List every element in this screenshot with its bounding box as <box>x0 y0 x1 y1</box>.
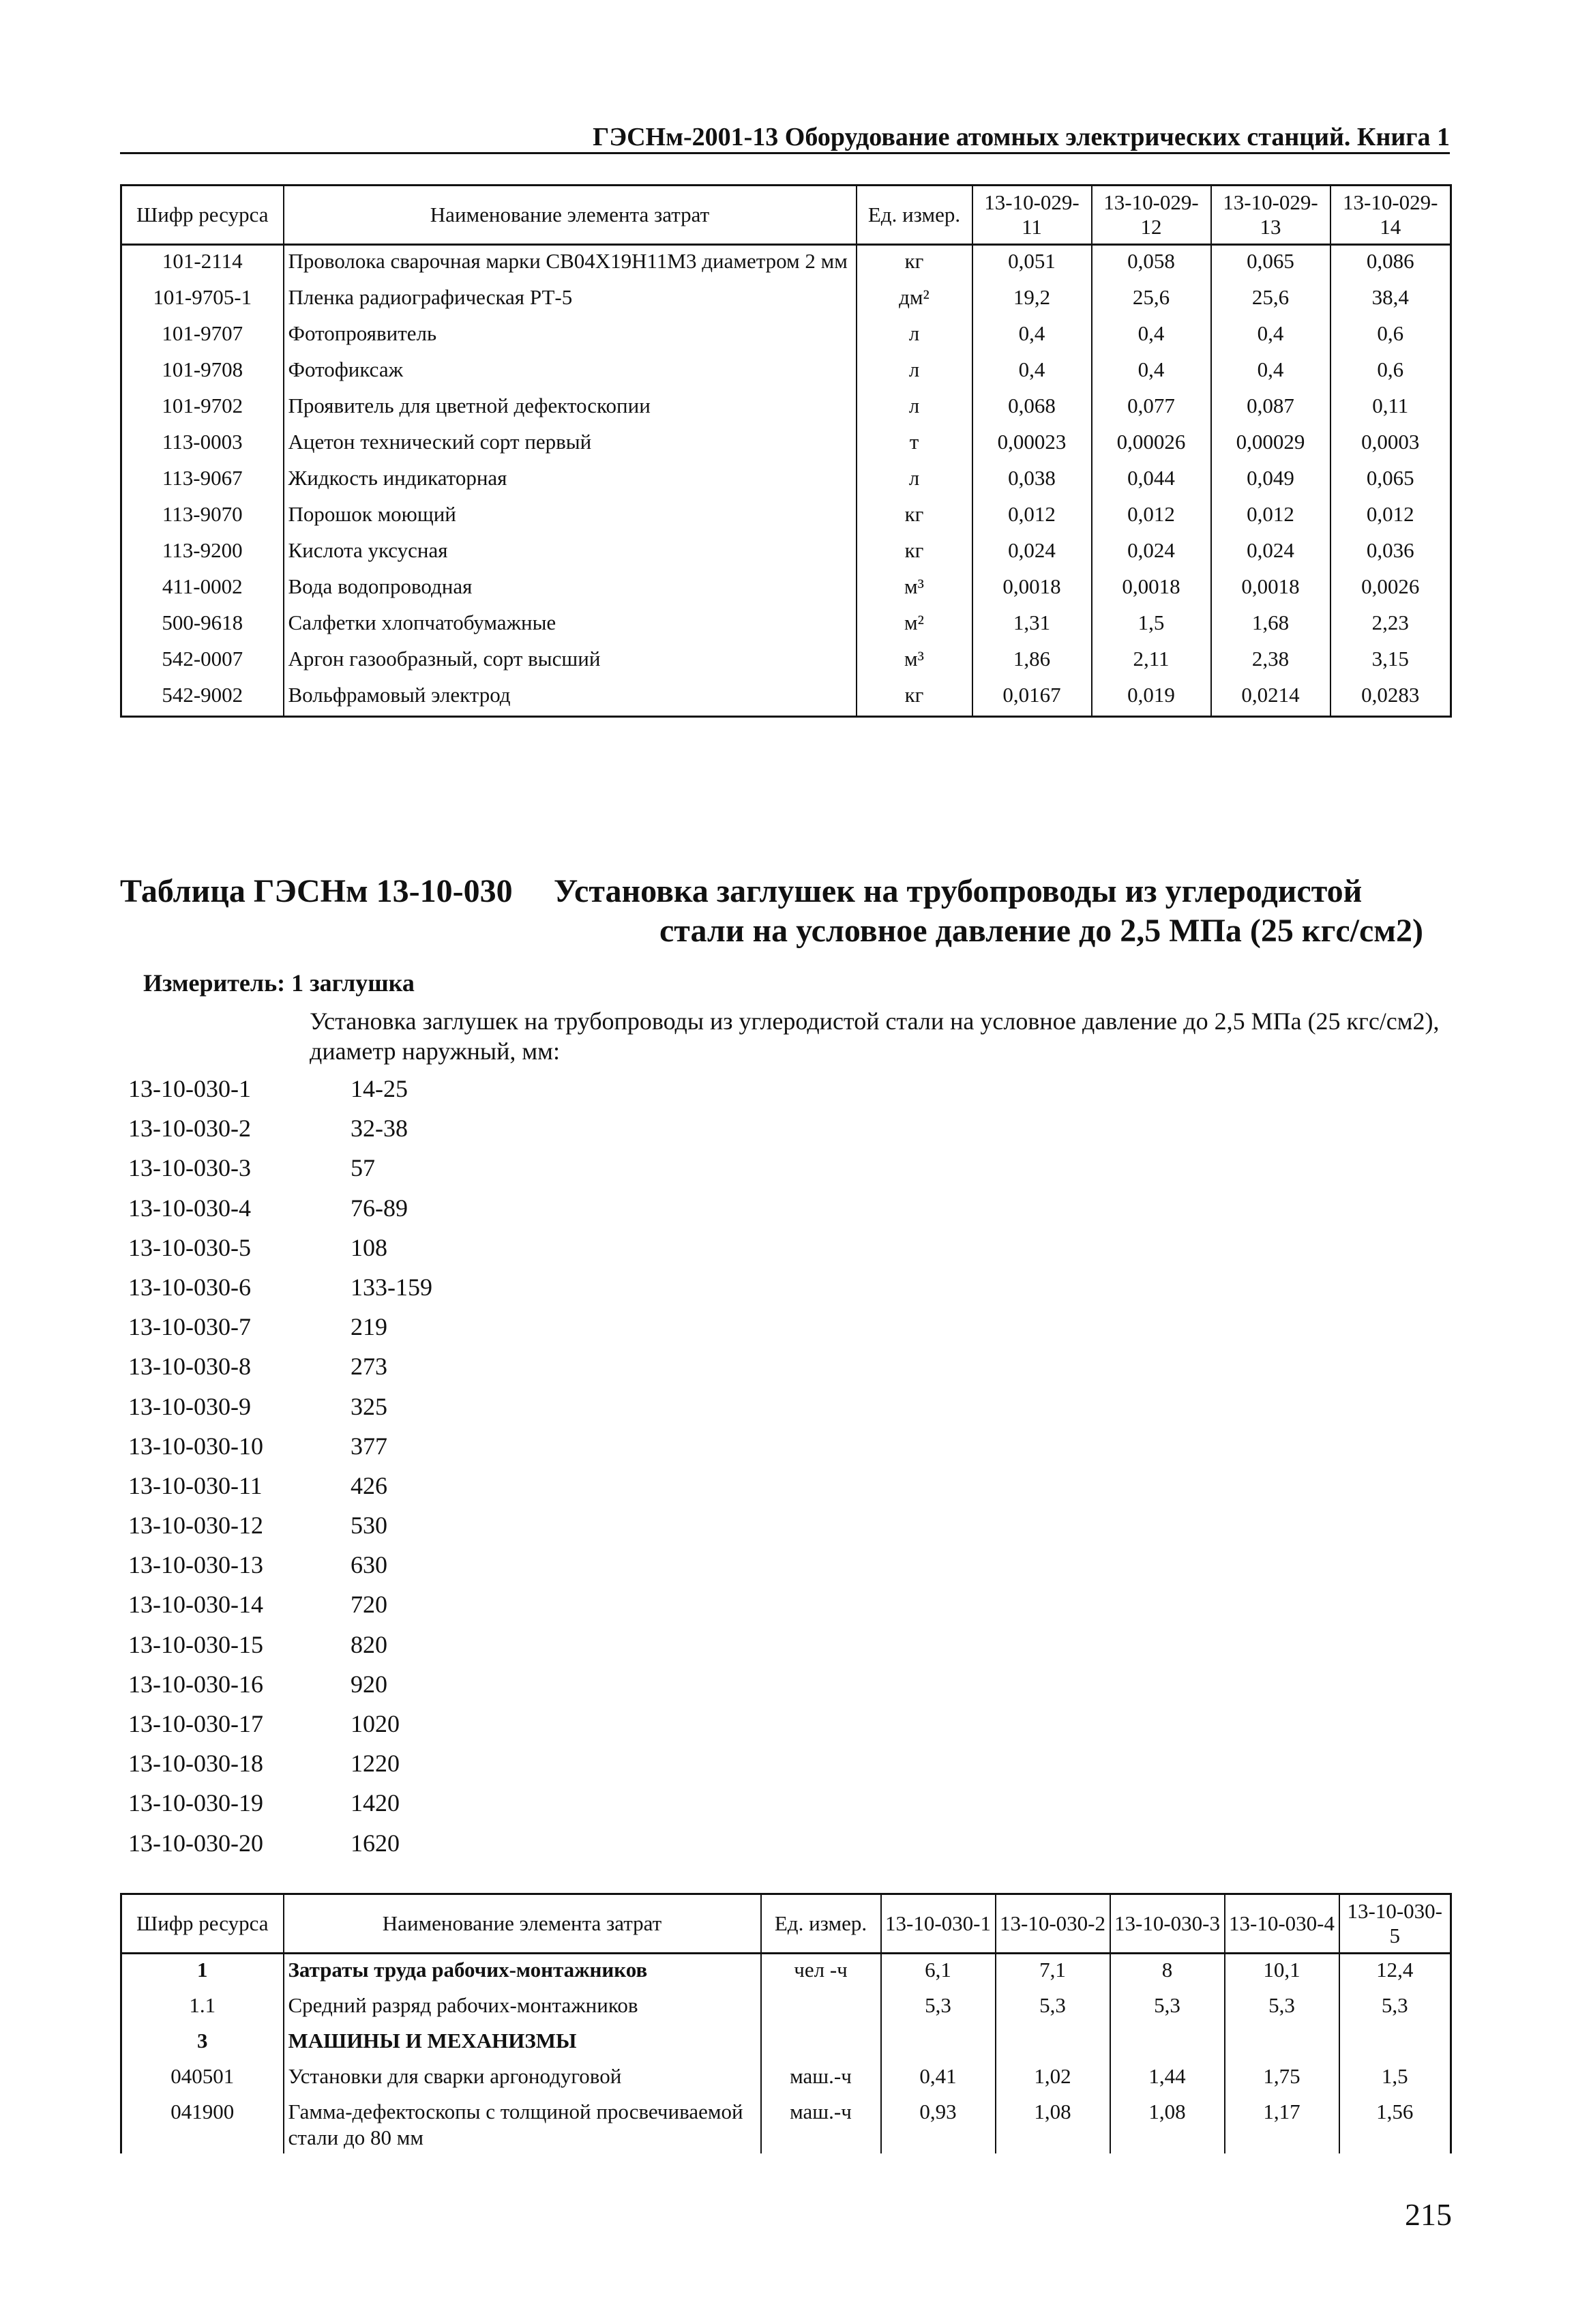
cell-norm-value: 1,44 <box>1110 2061 1225 2096</box>
norm-code: 13-10-030-17 <box>128 1710 263 1737</box>
cell-norm-value: 0,0167 <box>972 679 1092 717</box>
header-norm-col: 13-10-029-12 <box>1092 186 1211 245</box>
norm-code: 13-10-030-16 <box>128 1670 263 1698</box>
norm-code: 13-10-030-2 <box>128 1115 251 1143</box>
outer-diameter: 1620 <box>351 1829 400 1857</box>
outer-diameter: 57 <box>351 1154 375 1182</box>
cell-norm-value: 0,0283 <box>1330 679 1451 717</box>
outer-diameter: 108 <box>351 1233 387 1261</box>
cell-norm-value: 5,3 <box>1339 1990 1451 2025</box>
table-row <box>121 1954 1451 1990</box>
outer-diameter: 219 <box>351 1313 387 1341</box>
norm-code: 13-10-030-5 <box>128 1233 251 1261</box>
table-row <box>121 354 1451 390</box>
outer-diameter: 630 <box>351 1551 387 1579</box>
header-norm-col: 13-10-029-14 <box>1330 186 1451 245</box>
table-row <box>121 2061 1451 2096</box>
table-row <box>121 499 1451 535</box>
resource-table-029 <box>120 184 1452 718</box>
cell-norm-value: 1,68 <box>1211 607 1330 643</box>
cell-norm-value <box>1339 2025 1451 2061</box>
page-header-title: ГЭСНм-2001-13 Оборудование атомных электрических станций. Книга 1 <box>593 123 1450 151</box>
header-resource-code: Шифр ресурса <box>121 186 284 245</box>
cell-unit: т <box>857 426 972 462</box>
cell-cost-element: Пленка радиографическая РТ-5 <box>284 282 857 318</box>
cell-norm-value: 0,065 <box>1330 462 1451 499</box>
norm-code: 13-10-030-12 <box>128 1512 263 1540</box>
cell-norm-value: 5,3 <box>881 1990 996 2025</box>
outer-diameter: 720 <box>351 1591 387 1619</box>
norm-code: 13-10-030-18 <box>128 1750 263 1778</box>
cell-resource-code: 500-9618 <box>121 607 284 643</box>
header-norm-col: 13-10-030-5 <box>1339 1894 1451 1954</box>
table-row <box>121 2025 1451 2061</box>
cell-unit: м³ <box>857 643 972 679</box>
cell-norm-value: 0,012 <box>1211 499 1330 535</box>
cell-unit <box>761 1990 881 2025</box>
cell-cost-element: Средний разряд рабочих-монтажников <box>284 1990 761 2025</box>
cell-norm-value: 0,068 <box>972 390 1092 426</box>
cell-norm-value: 1,08 <box>1110 2096 1225 2153</box>
cell-norm-value: 0,0018 <box>1211 571 1330 607</box>
cell-norm-value: 0,038 <box>972 462 1092 499</box>
table-label: Таблица ГЭСНм 13-10-030 <box>120 873 513 909</box>
cell-norm-value: 2,38 <box>1211 643 1330 679</box>
cell-unit: маш.-ч <box>761 2061 881 2096</box>
cell-resource-code: 1 <box>121 1954 284 1990</box>
norm-code: 13-10-030-7 <box>128 1313 251 1341</box>
cell-norm-value: 1,75 <box>1225 2061 1339 2096</box>
cell-norm-value: 0,036 <box>1330 535 1451 571</box>
cell-norm-value: 0,41 <box>881 2061 996 2096</box>
cell-norm-value: 1,5 <box>1092 607 1211 643</box>
header-rule <box>120 152 1450 154</box>
header-norm-col: 13-10-030-1 <box>881 1894 996 1954</box>
outer-diameter: 530 <box>351 1512 387 1540</box>
cell-norm-value: 0,0026 <box>1330 571 1451 607</box>
cell-resource-code: 113-9067 <box>121 462 284 499</box>
header-norm-col: 13-10-029-11 <box>972 186 1092 245</box>
cell-resource-code: 041900 <box>121 2096 284 2153</box>
cell-resource-code: 101-9702 <box>121 390 284 426</box>
cell-resource-code: 101-9705-1 <box>121 282 284 318</box>
cell-unit: м³ <box>857 571 972 607</box>
cell-norm-value: 0,077 <box>1092 390 1211 426</box>
cell-unit: л <box>857 462 972 499</box>
cell-norm-value: 0,0018 <box>1092 571 1211 607</box>
table-header-row <box>121 186 1451 245</box>
outer-diameter: 76-89 <box>351 1194 408 1222</box>
cell-norm-value <box>1225 2025 1339 2061</box>
cell-norm-value: 7,1 <box>996 1954 1110 1990</box>
outer-diameter: 1220 <box>351 1750 400 1778</box>
cell-resource-code: 411-0002 <box>121 571 284 607</box>
cell-resource-code: 1.1 <box>121 1990 284 2025</box>
cell-unit: кг <box>857 499 972 535</box>
cell-norm-value: 0,00029 <box>1211 426 1330 462</box>
cell-cost-element: Порошок моющий <box>284 499 857 535</box>
cell-norm-value: 0,024 <box>1211 535 1330 571</box>
table-row <box>121 2096 1451 2153</box>
cell-resource-code: 101-9708 <box>121 354 284 390</box>
cell-norm-value: 0,049 <box>1211 462 1330 499</box>
cell-norm-value: 0,00023 <box>972 426 1092 462</box>
cell-norm-value: 5,3 <box>1225 1990 1339 2025</box>
cell-unit: кг <box>857 245 972 282</box>
cell-resource-code: 101-2114 <box>121 245 284 282</box>
cell-norm-value: 0,4 <box>972 318 1092 354</box>
norm-code: 13-10-030-19 <box>128 1789 263 1817</box>
cell-cost-element: Кислота уксусная <box>284 535 857 571</box>
table-row <box>121 318 1451 354</box>
cell-norm-value: 0,4 <box>1211 318 1330 354</box>
outer-diameter: 1020 <box>351 1710 400 1737</box>
cell-cost-element: Жидкость индикаторная <box>284 462 857 499</box>
table-row <box>121 607 1451 643</box>
cell-cost-element: Затраты труда рабочих-монтажников <box>284 1954 761 1990</box>
cell-cost-element: МАШИНЫ И МЕХАНИЗМЫ <box>284 2025 761 2061</box>
cell-cost-element: Аргон газообразный, сорт высший <box>284 643 857 679</box>
cell-resource-code: 113-9070 <box>121 499 284 535</box>
cell-unit: кг <box>857 679 972 717</box>
cell-norm-value: 0,019 <box>1092 679 1211 717</box>
norm-code: 13-10-030-9 <box>128 1392 251 1420</box>
cell-norm-value: 5,3 <box>1110 1990 1225 2025</box>
table-row <box>121 643 1451 679</box>
cell-norm-value: 0,024 <box>972 535 1092 571</box>
cell-unit: л <box>857 390 972 426</box>
cell-norm-value: 8 <box>1110 1954 1225 1990</box>
table-row <box>121 245 1451 282</box>
table-row <box>121 679 1451 717</box>
cell-norm-value: 5,3 <box>996 1990 1110 2025</box>
outer-diameter: 820 <box>351 1630 387 1658</box>
cell-unit: чел -ч <box>761 1954 881 1990</box>
table-title-line1: Установка заглушек на трубопроводы из углеродистой <box>554 873 1363 909</box>
cell-resource-code: 101-9707 <box>121 318 284 354</box>
outer-diameter: 325 <box>351 1392 387 1420</box>
table-row <box>121 535 1451 571</box>
cell-norm-value: 0,11 <box>1330 390 1451 426</box>
norm-code: 13-10-030-8 <box>128 1353 251 1381</box>
header-unit: Ед. измер. <box>761 1894 881 1954</box>
table-row <box>121 426 1451 462</box>
outer-diameter: 32-38 <box>351 1115 408 1143</box>
cell-norm-value: 0,6 <box>1330 318 1451 354</box>
table-title-line2: стали на условное давление до 2,5 МПа (25 кгс/см2) <box>659 913 1423 949</box>
cell-cost-element: Фотофиксаж <box>284 354 857 390</box>
cell-cost-element: Вольфрамовый электрод <box>284 679 857 717</box>
table-row <box>121 462 1451 499</box>
cell-resource-code: 3 <box>121 2025 284 2061</box>
cell-norm-value: 0,4 <box>1092 318 1211 354</box>
cell-cost-element: Вода водопроводная <box>284 571 857 607</box>
cell-norm-value: 38,4 <box>1330 282 1451 318</box>
norm-code: 13-10-030-1 <box>128 1075 251 1102</box>
cell-norm-value <box>881 2025 996 2061</box>
cell-norm-value: 0,0018 <box>972 571 1092 607</box>
cell-cost-element: Салфетки хлопчатобумажные <box>284 607 857 643</box>
table-row <box>121 1990 1451 2025</box>
cell-norm-value: 12,4 <box>1339 1954 1451 1990</box>
outer-diameter: 133-159 <box>351 1273 432 1301</box>
cell-cost-element: Фотопроявитель <box>284 318 857 354</box>
cell-norm-value: 1,56 <box>1339 2096 1451 2153</box>
cell-norm-value: 0,012 <box>1092 499 1211 535</box>
cell-norm-value: 19,2 <box>972 282 1092 318</box>
cell-norm-value: 2,11 <box>1092 643 1211 679</box>
header-resource-code: Шифр ресурса <box>121 1894 284 1954</box>
cell-cost-element: Ацетон технический сорт первый <box>284 426 857 462</box>
cell-norm-value: 25,6 <box>1092 282 1211 318</box>
header-norm-col: 13-10-030-3 <box>1110 1894 1225 1954</box>
cell-norm-value: 0,6 <box>1330 354 1451 390</box>
cell-resource-code: 542-0007 <box>121 643 284 679</box>
header-norm-col: 13-10-030-2 <box>996 1894 1110 1954</box>
outer-diameter: 14-25 <box>351 1075 408 1102</box>
page-number: 215 <box>1405 2197 1452 2232</box>
cell-norm-value: 0,0003 <box>1330 426 1451 462</box>
norm-code: 13-10-030-10 <box>128 1432 263 1460</box>
cell-norm-value: 0,4 <box>1211 354 1330 390</box>
header-norm-col: 13-10-030-4 <box>1225 1894 1339 1954</box>
norm-code: 13-10-030-11 <box>128 1471 263 1499</box>
header-cost-element: Наименование элемента затрат <box>284 1894 761 1954</box>
cell-unit: л <box>857 354 972 390</box>
cell-norm-value: 1,86 <box>972 643 1092 679</box>
cell-norm-value: 0,058 <box>1092 245 1211 282</box>
table-row <box>121 571 1451 607</box>
norm-code: 13-10-030-3 <box>128 1154 251 1182</box>
cell-norm-value <box>1110 2025 1225 2061</box>
cell-norm-value: 6,1 <box>881 1954 996 1990</box>
cell-unit: маш.-ч <box>761 2096 881 2153</box>
norm-code: 13-10-030-13 <box>128 1551 263 1579</box>
cell-resource-code: 113-9200 <box>121 535 284 571</box>
norm-code: 13-10-030-20 <box>128 1829 263 1857</box>
outer-diameter: 426 <box>351 1471 387 1499</box>
cell-unit: дм² <box>857 282 972 318</box>
measure-unit: Измеритель: 1 заглушка <box>143 969 415 997</box>
cell-norm-value: 1,02 <box>996 2061 1110 2096</box>
cell-norm-value: 10,1 <box>1225 1954 1339 1990</box>
outer-diameter: 377 <box>351 1432 387 1460</box>
outer-diameter: 273 <box>351 1353 387 1381</box>
cell-norm-value: 1,31 <box>972 607 1092 643</box>
cell-norm-value: 0,0214 <box>1211 679 1330 717</box>
outer-diameter: 920 <box>351 1670 387 1698</box>
cell-norm-value: 0,024 <box>1092 535 1211 571</box>
outer-diameter: 1420 <box>351 1789 400 1817</box>
cell-norm-value: 3,15 <box>1330 643 1451 679</box>
cell-norm-value: 0,4 <box>1092 354 1211 390</box>
cell-norm-value: 0,93 <box>881 2096 996 2153</box>
cell-cost-element: Проволока сварочная марки СВ04Х19Н11М3 диаметром 2 мм <box>284 245 857 282</box>
cell-norm-value: 0,4 <box>972 354 1092 390</box>
norm-code: 13-10-030-4 <box>128 1194 251 1222</box>
cell-unit: м² <box>857 607 972 643</box>
resource-table-030 <box>120 1893 1452 2153</box>
cell-norm-value: 1,08 <box>996 2096 1110 2153</box>
norm-code: 13-10-030-14 <box>128 1591 263 1619</box>
work-description: Установка заглушек на трубопроводы из углеродистой стали на условное давление до 2,5 МПа (25 кгс/см2), диаметр наружный, мм: <box>310 1007 1440 1065</box>
cell-norm-value: 0,00026 <box>1092 426 1211 462</box>
cell-unit: кг <box>857 535 972 571</box>
cell-resource-code: 040501 <box>121 2061 284 2096</box>
cell-norm-value: 0,087 <box>1211 390 1330 426</box>
cell-norm-value <box>996 2025 1110 2061</box>
norm-code: 13-10-030-6 <box>128 1273 251 1301</box>
cell-resource-code: 542-9002 <box>121 679 284 717</box>
cell-norm-value: 1,17 <box>1225 2096 1339 2153</box>
table-header-row <box>121 1894 1451 1954</box>
cell-norm-value: 0,051 <box>972 245 1092 282</box>
header-unit: Ед. измер. <box>857 186 972 245</box>
header-cost-element: Наименование элемента затрат <box>284 186 857 245</box>
cell-norm-value: 0,086 <box>1330 245 1451 282</box>
cell-cost-element: Проявитель для цветной дефектоскопии <box>284 390 857 426</box>
table-row <box>121 282 1451 318</box>
cell-cost-element: Установки для сварки аргонодуговой <box>284 2061 761 2096</box>
cell-unit <box>761 2025 881 2061</box>
norm-code: 13-10-030-15 <box>128 1630 263 1658</box>
cell-unit: л <box>857 318 972 354</box>
cell-norm-value: 1,5 <box>1339 2061 1451 2096</box>
cell-norm-value: 25,6 <box>1211 282 1330 318</box>
cell-resource-code: 113-0003 <box>121 426 284 462</box>
cell-norm-value: 0,065 <box>1211 245 1330 282</box>
cell-norm-value: 2,23 <box>1330 607 1451 643</box>
cell-norm-value: 0,044 <box>1092 462 1211 499</box>
cell-norm-value: 0,012 <box>1330 499 1451 535</box>
cell-cost-element: Гамма-дефектоскопы с толщиной просвечиваемой стали до 80 мм <box>284 2096 761 2153</box>
cell-norm-value: 0,012 <box>972 499 1092 535</box>
table-row <box>121 390 1451 426</box>
header-norm-col: 13-10-029-13 <box>1211 186 1330 245</box>
